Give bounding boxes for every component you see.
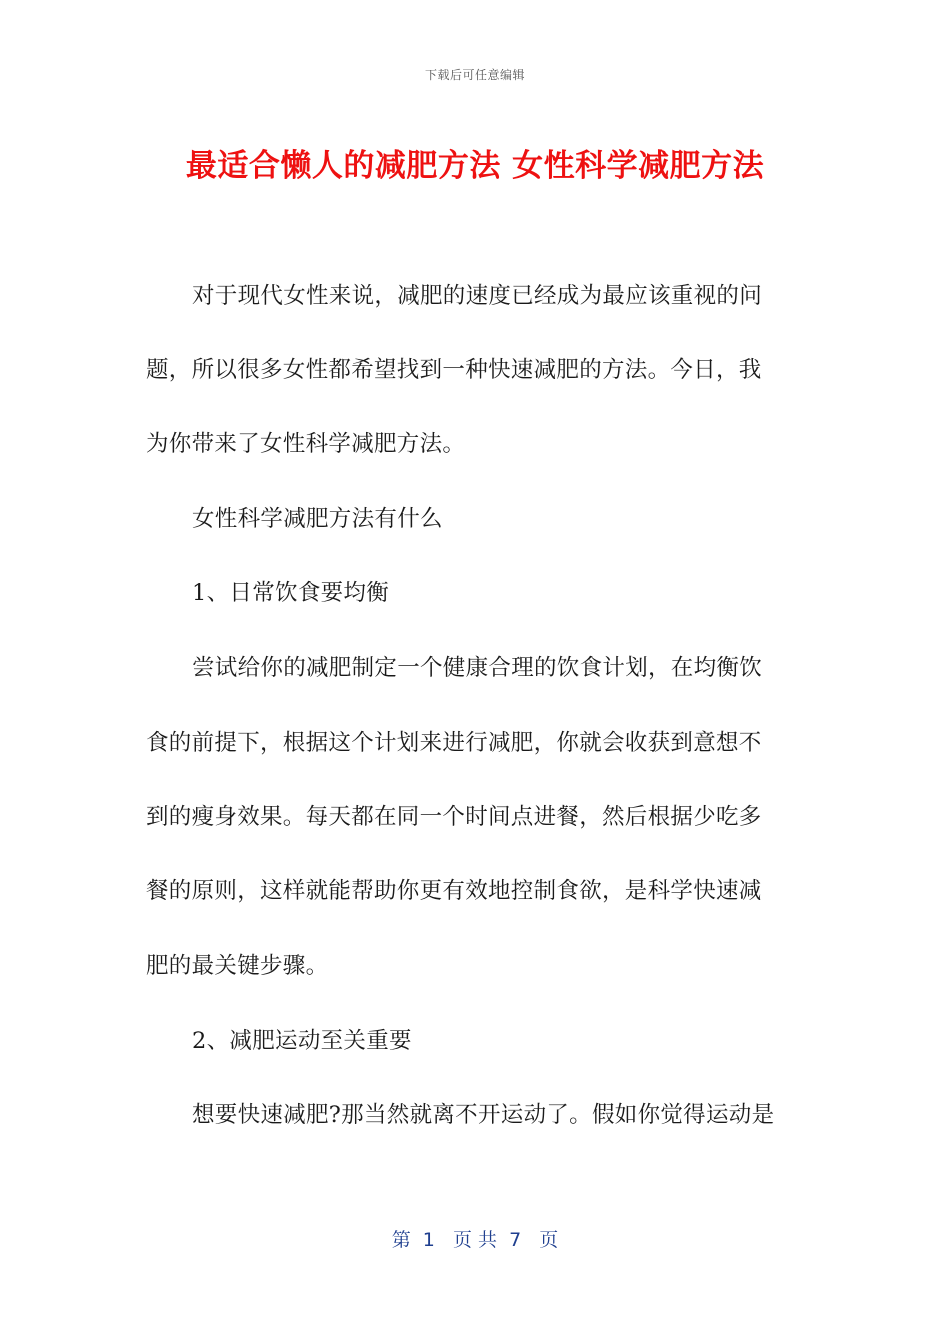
paragraph-line: 到的瘦身效果。每天都在同一个时间点进餐，然后根据少吃多 [146, 804, 762, 830]
paragraph-line: 对于现代女性来说，减肥的速度已经成为最应该重视的问 [192, 283, 763, 309]
document-title: 最适合懒人的减肥方法 女性科学减肥方法 [185, 148, 765, 184]
paragraph-line: 餐的原则，这样就能帮助你更有效地控制食欲，是科学快速减 [146, 878, 762, 904]
paragraph-line: 食的前提下，根据这个计划来进行减肥，你就会收获到意想不 [146, 730, 762, 756]
section-heading: 女性科学减肥方法有什么 [192, 506, 443, 532]
list-heading: 1、日常饮食要均衡 [192, 580, 390, 606]
paragraph-line: 为你带来了女性科学减肥方法。 [146, 431, 466, 457]
paragraph-line: 想要快速减肥?那当然就离不开运动了。假如你觉得运动是 [192, 1102, 775, 1128]
paragraph-line: 尝试给你的减肥制定一个健康合理的饮食计划，在均衡饮 [192, 655, 763, 681]
paragraph-line: 题，所以很多女性都希望找到一种快速减肥的方法。今日，我 [146, 357, 762, 383]
list-heading: 2、减肥运动至关重要 [192, 1028, 412, 1054]
header-note: 下载后可任意编辑 [424, 68, 525, 82]
paragraph-line: 肥的最关键步骤。 [146, 953, 329, 979]
page-number-footer: 第 1 页 共 7 页 [391, 1229, 559, 1251]
